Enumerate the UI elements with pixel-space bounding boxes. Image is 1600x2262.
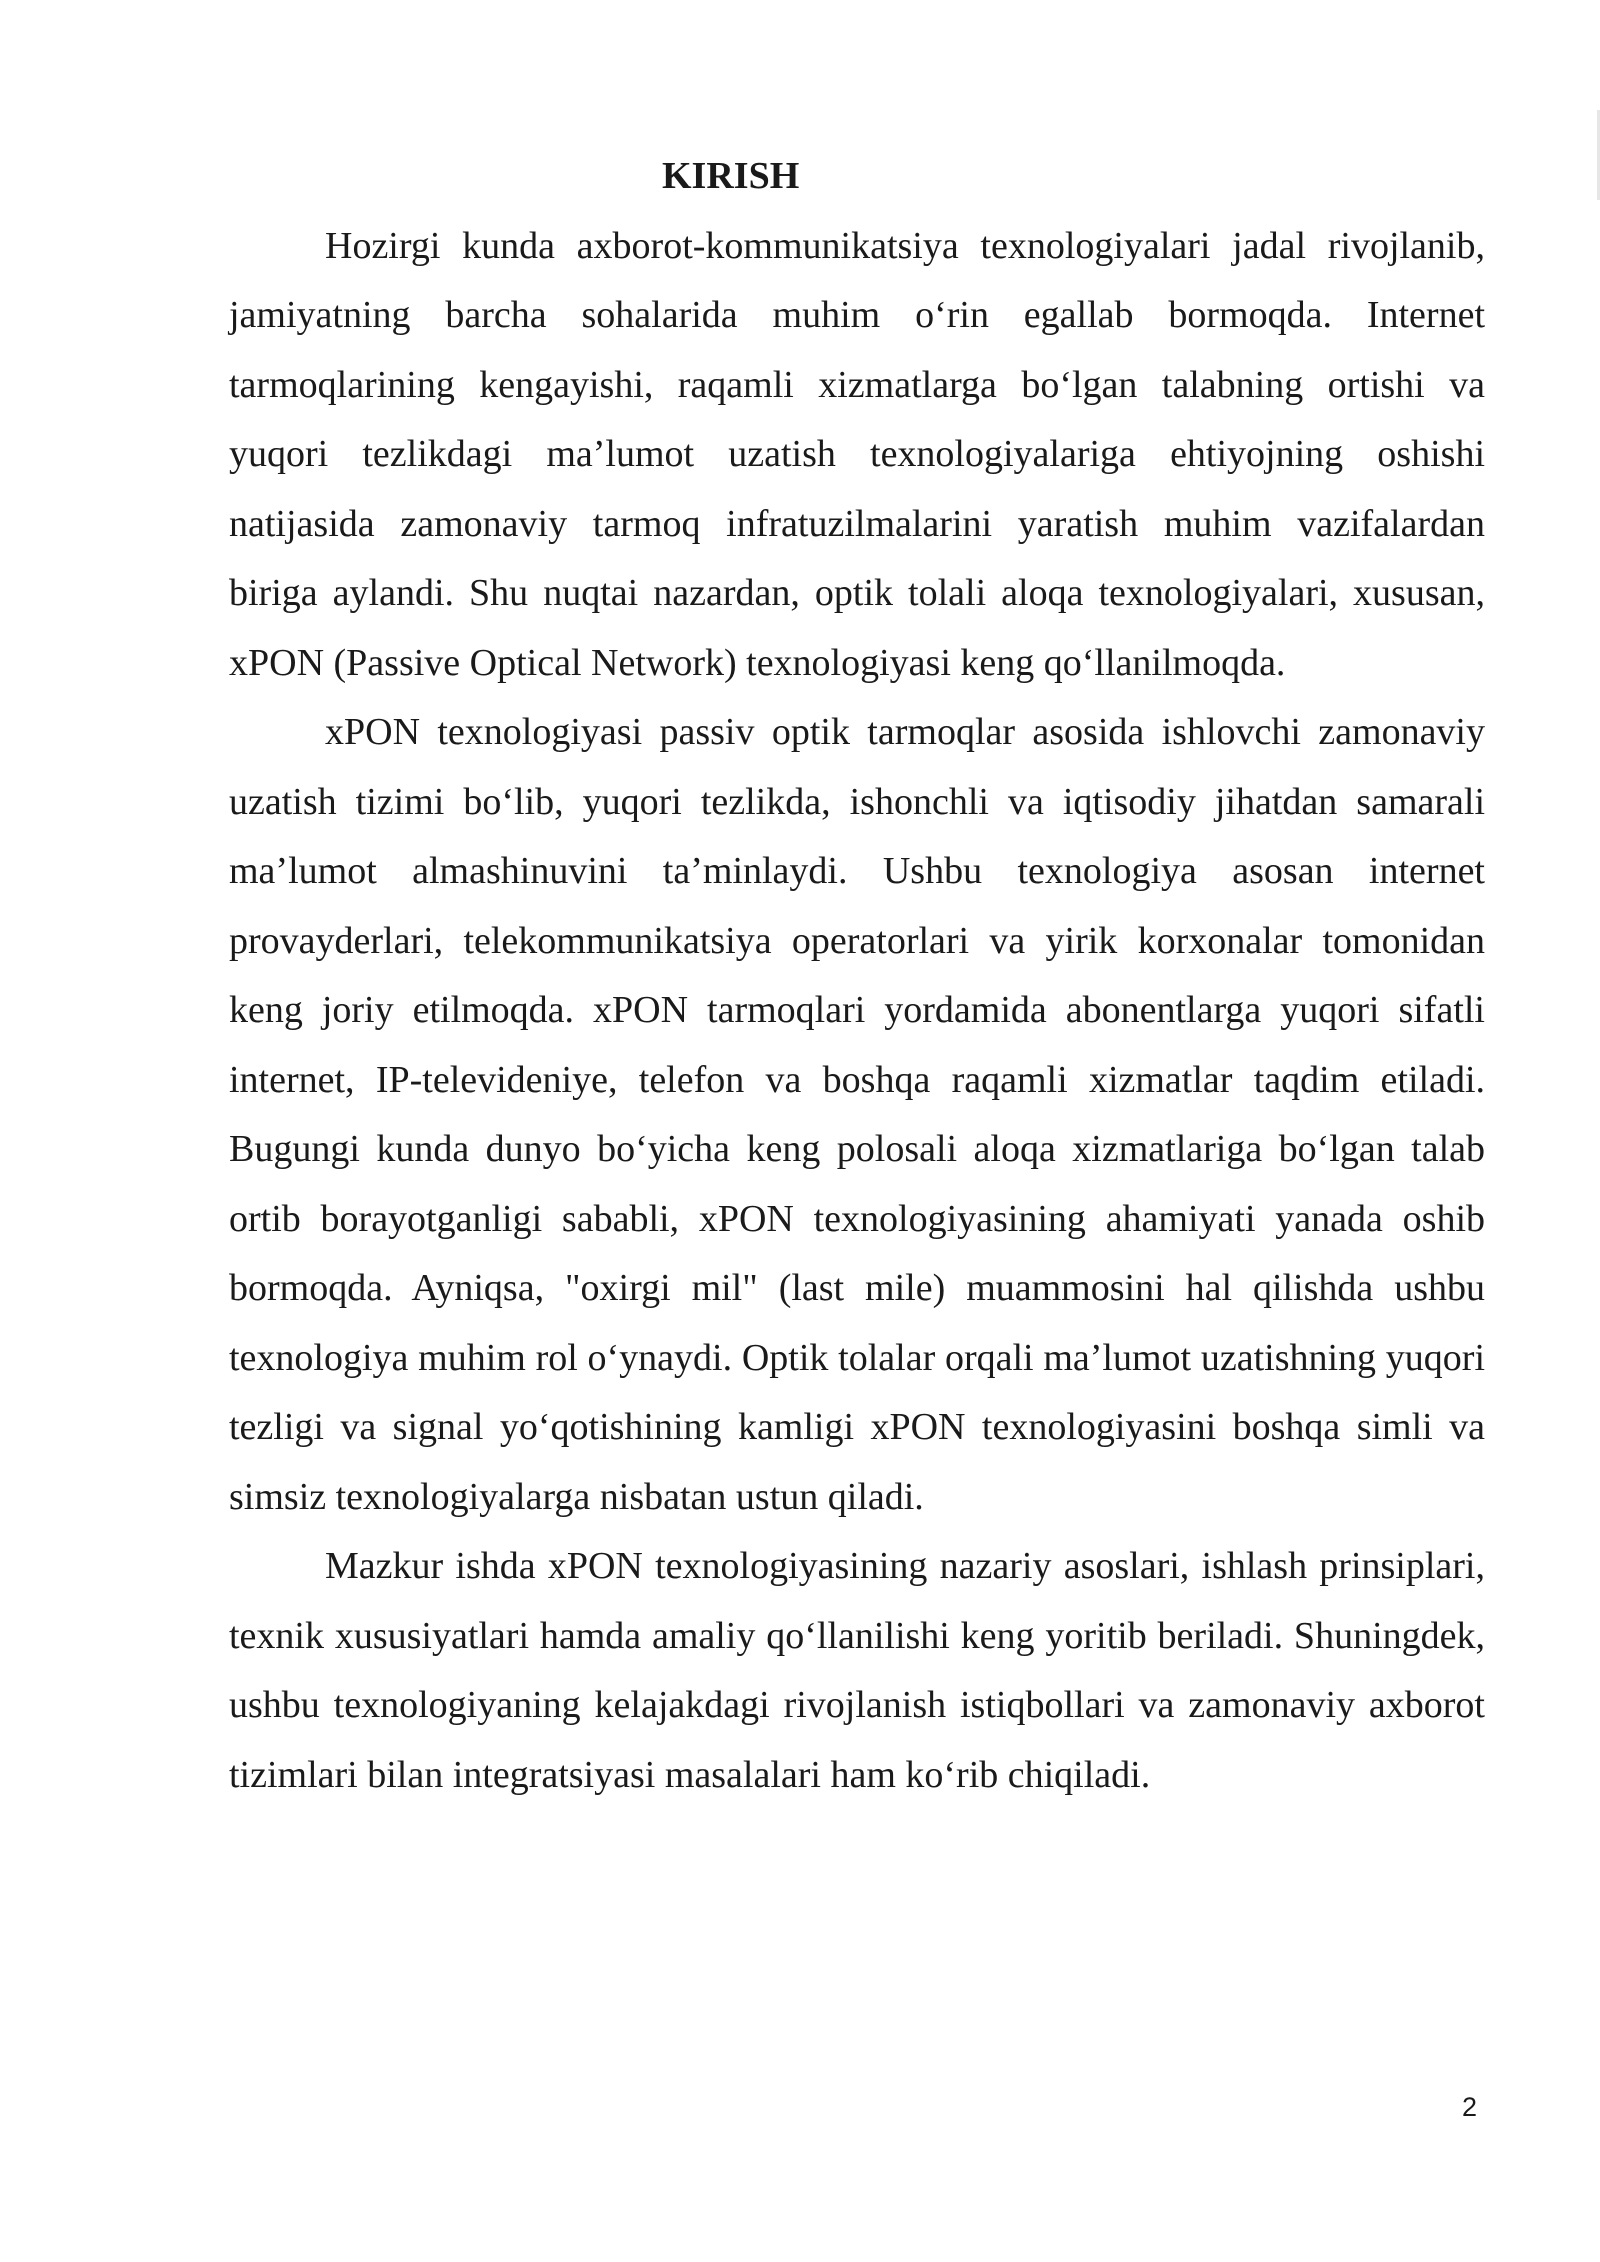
paragraph-3: Mazkur ishda xPON texnologiyasining nazariy asoslari, ishlash prinsiplari, texnik xususiyatlari hamda amaliy qo‘llanilishi keng yoritib beriladi. Shuningdek, ushbu texnologiyaning kelajakdagi rivojlanish istiqbollari va zamonaviy axborot tizimlari bilan integratsiyasi masalalari ham ko‘rib chiqiladi. xyxy=(229,1545,1485,1796)
page-number: 2 xyxy=(1462,2092,1478,2122)
page-content xyxy=(229,142,1485,1810)
paragraph-1: Hozirgi kunda axborot-kommunikatsiya texnologiyalari jadal rivojlanib, jamiyatning barcha sohalarida muhim o‘rin egallab bormoqda. Internet tarmoqlarining kengayishi, raqamli xizmatlarga bo‘lgan talabning ortishi va yuqori tezlikdagi ma’lumot uzatish texnologiyalariga ehtiyojning oshishi natijasida zamonaviy tarmoq infratuzilmalarini yaratish muhim vazifalardan biriga aylandi. Shu nuqtai nazardan, optik tolali aloqa texnologiyalari, xususan, xPON (Passive Optical Network) texnologiyasi keng qo‘llanilmoqda. xyxy=(229,224,1485,684)
paragraph-2: xPON texnologiyasi passiv optik tarmoqlar asosida ishlovchi zamonaviy uzatish tizimi bo‘lib, yuqori tezlikda, ishonchli va iqtisodiy jihatdan samarali ma’lumot almashinuvini ta’minlaydi. Ushbu texnologiya asosan internet provayderlari, telekommunikatsiya operatorlari va yirik korxonalar tomonidan keng joriy etilmoqda. xPON tarmoqlari yordamida abonentlarga yuqori sifatli internet, IP-televideniye, telefon va boshqa raqamli xizmatlar taqdim etiladi. Bugungi kunda dunyo bo‘yicha keng polosali aloqa xizmatlariga bo‘lgan talab ortib borayotganligi sababli, xPON texnologiyasining ahamiyati yanada oshib bormoqda. Ayniqsa, "oxirgi mil" (last mile) muammosini hal qilishda ushbu texnologiya muhim rol o‘ynaydi. Optik tolalar orqali ma’lumot uzatishning yuqori tezligi va signal yo‘qotishining kamligi xPON texnologiyasini boshqa simli va simsiz texnologiyalarga nisbatan ustun qiladi. xyxy=(229,711,1485,1518)
section-heading: KIRISH xyxy=(662,155,800,197)
